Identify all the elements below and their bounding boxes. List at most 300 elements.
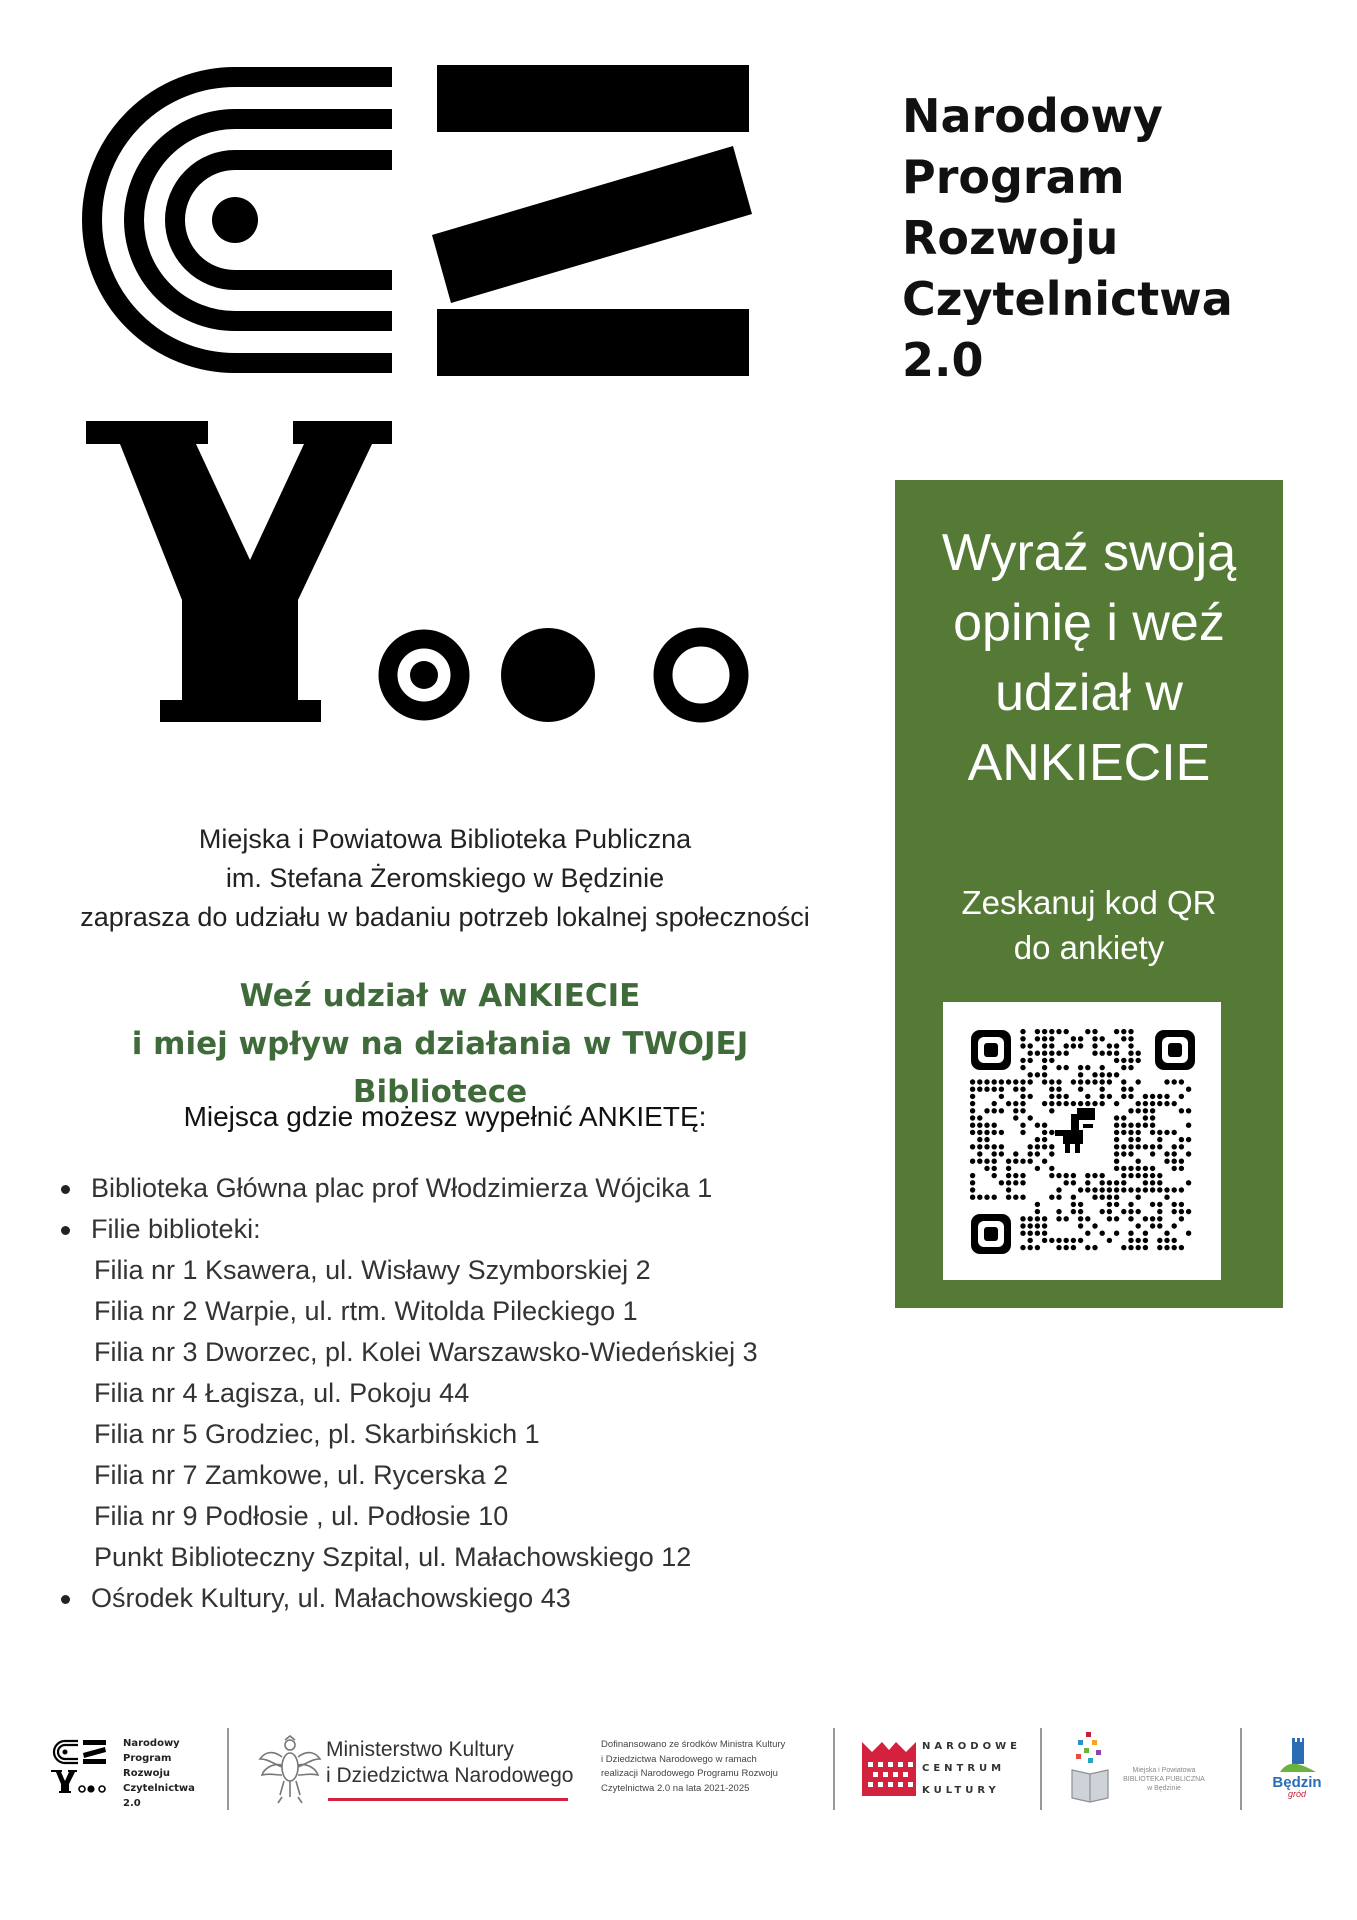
qr-module xyxy=(1071,1101,1076,1106)
qr-finder-top-right xyxy=(1155,1030,1195,1070)
qr-module xyxy=(1006,1159,1011,1164)
qr-module xyxy=(1114,1043,1119,1048)
qr-module xyxy=(1020,1180,1025,1185)
qr-module xyxy=(1157,1245,1162,1250)
qr-module xyxy=(1049,1166,1054,1171)
qr-module xyxy=(1172,1166,1177,1171)
qr-module xyxy=(1114,1231,1119,1236)
qr-module xyxy=(1092,1187,1097,1192)
qr-module xyxy=(1128,1187,1133,1192)
qr-module xyxy=(1150,1180,1155,1185)
qr-module xyxy=(1128,1108,1133,1113)
qr-module xyxy=(1143,1245,1148,1250)
qr-module xyxy=(1164,1195,1169,1200)
qr-module xyxy=(1064,1173,1069,1178)
qr-module xyxy=(970,1187,975,1192)
qr-module xyxy=(1172,1245,1177,1250)
qr-module xyxy=(1042,1051,1047,1056)
qr-module xyxy=(1128,1245,1133,1250)
qr-module xyxy=(1035,1036,1040,1041)
qr-module xyxy=(1150,1094,1155,1099)
qr-module xyxy=(1107,1072,1112,1077)
qr-module xyxy=(1085,1079,1090,1084)
qr-module xyxy=(1121,1065,1126,1070)
qr-module xyxy=(1136,1173,1141,1178)
qr-module xyxy=(1136,1144,1141,1149)
qr-module xyxy=(1121,1123,1126,1128)
qr-module xyxy=(970,1115,975,1120)
qr-module xyxy=(1028,1094,1033,1099)
qr-module xyxy=(1042,1238,1047,1243)
qr-module xyxy=(1085,1065,1090,1070)
cta-line: i miej wpływ na działania w TWOJEJ Bibliotece xyxy=(131,1026,749,1110)
qr-module xyxy=(1143,1166,1148,1171)
qr-module xyxy=(1150,1202,1155,1207)
qr-module xyxy=(1128,1231,1133,1236)
footer-program-name xyxy=(123,1736,223,1811)
qr-module xyxy=(1078,1216,1083,1221)
qr-module xyxy=(1128,1036,1133,1041)
program-title-line: Program xyxy=(902,150,1125,204)
qr-module xyxy=(1028,1238,1033,1243)
qr-module xyxy=(1157,1238,1162,1243)
qr-module xyxy=(1114,1123,1119,1128)
qr-module xyxy=(977,1159,982,1164)
qr-module xyxy=(1064,1043,1069,1048)
qr-code-image xyxy=(943,1002,1221,1280)
qr-module xyxy=(1042,1079,1047,1084)
qr-module xyxy=(1020,1130,1025,1135)
qr-module xyxy=(1150,1123,1155,1128)
qr-module xyxy=(1157,1130,1162,1135)
qr-module xyxy=(1128,1058,1133,1063)
qr-module xyxy=(1100,1195,1105,1200)
qr-module xyxy=(1071,1238,1076,1243)
qr-module xyxy=(1107,1202,1112,1207)
footer-program-line: Czytelnictwa xyxy=(123,1783,195,1794)
qr-module xyxy=(1114,1159,1119,1164)
qr-module xyxy=(1006,1173,1011,1178)
qr-module xyxy=(1114,1115,1119,1120)
qr-module xyxy=(1028,1245,1033,1250)
qr-module xyxy=(1028,1079,1033,1084)
qr-module xyxy=(1064,1180,1069,1185)
qr-module xyxy=(1049,1238,1054,1243)
qr-module xyxy=(984,1137,989,1142)
qr-module xyxy=(1078,1065,1083,1070)
qr-module xyxy=(1020,1043,1025,1048)
qr-module xyxy=(1100,1087,1105,1092)
nck-name-line: CENTRUM xyxy=(922,1763,1006,1774)
qr-module xyxy=(1136,1159,1141,1164)
qr-module xyxy=(992,1159,997,1164)
qr-module xyxy=(1092,1195,1097,1200)
qr-module xyxy=(1172,1223,1177,1228)
qr-module xyxy=(1056,1029,1061,1034)
qr-module xyxy=(1164,1079,1169,1084)
qr-module xyxy=(970,1094,975,1099)
qr-module xyxy=(1121,1151,1126,1156)
qr-module xyxy=(1114,1058,1119,1063)
qr-module xyxy=(1157,1180,1162,1185)
qr-module xyxy=(1085,1029,1090,1034)
scan-instruction-line: do ankiety xyxy=(1013,929,1165,966)
qr-module xyxy=(992,1151,997,1156)
qr-module xyxy=(1049,1079,1054,1084)
qr-finder-top-left xyxy=(971,1030,1011,1070)
qr-module xyxy=(1128,1144,1133,1149)
qr-module xyxy=(1085,1216,1090,1221)
qr-module xyxy=(1035,1166,1040,1171)
qr-module xyxy=(1056,1238,1061,1243)
qr-module xyxy=(1013,1108,1018,1113)
qr-module xyxy=(1136,1123,1141,1128)
qr-module xyxy=(1157,1094,1162,1099)
qr-module xyxy=(1157,1216,1162,1221)
qr-module xyxy=(1071,1195,1076,1200)
qr-module xyxy=(1020,1029,1025,1034)
qr-module xyxy=(1100,1036,1105,1041)
qr-module xyxy=(1035,1029,1040,1034)
list-item-branch: Punkt Biblioteczny Szpital, ul. Małachowskiego 12 xyxy=(94,1542,692,1572)
nck-name-line: NARODOWE xyxy=(922,1741,1021,1752)
qr-module xyxy=(1085,1180,1090,1185)
qr-module xyxy=(977,1137,982,1142)
qr-module xyxy=(1020,1108,1025,1113)
qr-module xyxy=(1028,1223,1033,1228)
qr-module xyxy=(1121,1180,1126,1185)
qr-module xyxy=(1121,1094,1126,1099)
qr-module xyxy=(1078,1072,1083,1077)
qr-module xyxy=(1100,1094,1105,1099)
qr-module xyxy=(1128,1151,1133,1156)
qr-module xyxy=(1121,1036,1126,1041)
qr-module xyxy=(1128,1043,1133,1048)
qr-module xyxy=(1013,1151,1018,1156)
qr-module xyxy=(992,1108,997,1113)
qr-module xyxy=(1028,1216,1033,1221)
qr-module xyxy=(1100,1187,1105,1192)
qr-module xyxy=(1064,1029,1069,1034)
logo-c-dot xyxy=(212,197,258,243)
qr-module xyxy=(1121,1245,1126,1250)
qr-module xyxy=(1035,1231,1040,1236)
list-item-main-library: Biblioteka Główna plac prof Włodzimierza Wójcika 1 xyxy=(56,1168,876,1209)
qr-module xyxy=(1114,1029,1119,1034)
footer-divider xyxy=(227,1728,229,1810)
qr-module xyxy=(1092,1173,1097,1178)
qr-module xyxy=(992,1195,997,1200)
qr-module xyxy=(1114,1166,1119,1171)
qr-module xyxy=(970,1130,975,1135)
qr-module xyxy=(1042,1231,1047,1236)
dino-icon xyxy=(1055,1108,1095,1153)
qr-module xyxy=(1100,1209,1105,1214)
qr-module xyxy=(1078,1202,1083,1207)
library-logo-line: Miejska i Powiatowa xyxy=(1132,1767,1196,1774)
qr-module xyxy=(1085,1231,1090,1236)
qr-module xyxy=(1071,1036,1076,1041)
qr-module xyxy=(1085,1101,1090,1106)
qr-module xyxy=(1136,1051,1141,1056)
qr-module xyxy=(1150,1101,1155,1106)
qr-module xyxy=(1020,1173,1025,1178)
qr-module xyxy=(977,1144,982,1149)
qr-module xyxy=(1114,1151,1119,1156)
qr-module xyxy=(1028,1151,1033,1156)
qr-module xyxy=(977,1195,982,1200)
list-item-branch: Filia nr 3 Dworzec, pl. Kolei Warszawsko-Wiedeńskiej 3 xyxy=(94,1337,758,1367)
qr-module xyxy=(1128,1029,1133,1034)
qr-module xyxy=(1143,1123,1148,1128)
qr-module xyxy=(1172,1130,1177,1135)
qr-module xyxy=(970,1108,975,1113)
qr-module xyxy=(1056,1079,1061,1084)
qr-module xyxy=(999,1087,1004,1092)
qr-module xyxy=(1186,1123,1191,1128)
qr-module xyxy=(1085,1173,1090,1178)
qr-module xyxy=(1020,1079,1025,1084)
qr-module xyxy=(1128,1173,1133,1178)
qr-module xyxy=(1056,1094,1061,1099)
qr-module xyxy=(1128,1130,1133,1135)
qr-module xyxy=(1164,1245,1169,1250)
qr-module xyxy=(1114,1101,1119,1106)
qr-module xyxy=(984,1087,989,1092)
qr-module xyxy=(1056,1245,1061,1250)
qr-module xyxy=(1186,1180,1191,1185)
qr-module xyxy=(1121,1029,1126,1034)
qr-module xyxy=(1136,1187,1141,1192)
qr-module xyxy=(1013,1159,1018,1164)
qr-module xyxy=(1049,1087,1054,1092)
qr-module xyxy=(1042,1043,1047,1048)
qr-module xyxy=(1049,1108,1054,1113)
qr-module xyxy=(992,1087,997,1092)
qr-module xyxy=(1143,1187,1148,1192)
qr-module xyxy=(1092,1079,1097,1084)
list-item-branch: Filia nr 9 Podłosie , ul. Podłosie 10 xyxy=(94,1501,509,1531)
qr-module xyxy=(992,1079,997,1084)
footer-program-line: Narodowy xyxy=(123,1738,180,1749)
funding-line: Czytelnictwa 2.0 na lata 2021-2025 xyxy=(601,1782,750,1794)
qr-module xyxy=(1128,1209,1133,1214)
qr-module xyxy=(1128,1238,1133,1243)
qr-module xyxy=(999,1108,1004,1113)
qr-code[interactable] xyxy=(943,1002,1221,1280)
qr-module xyxy=(1013,1115,1018,1120)
qr-module xyxy=(1056,1187,1061,1192)
qr-module xyxy=(1042,1036,1047,1041)
qr-module xyxy=(1143,1101,1148,1106)
qr-module xyxy=(1006,1079,1011,1084)
survey-heading-line: ANKIECIE xyxy=(967,734,1211,792)
qr-module xyxy=(1172,1209,1177,1214)
qr-module xyxy=(1128,1202,1133,1207)
footer-program-logo xyxy=(48,1738,118,1802)
qr-module xyxy=(1121,1087,1126,1092)
qr-module xyxy=(1136,1195,1141,1200)
qr-module xyxy=(1150,1187,1155,1192)
qr-module xyxy=(1049,1094,1054,1099)
qr-module xyxy=(1064,1094,1069,1099)
qr-module xyxy=(970,1159,975,1164)
list-item-branch: Filia nr 4 Łagisza, ul. Pokoju 44 xyxy=(94,1378,470,1408)
qr-module xyxy=(1035,1209,1040,1214)
ministry-name-line: i Dziedzictwa Narodowego xyxy=(326,1764,574,1787)
qr-module xyxy=(1100,1231,1105,1236)
qr-module xyxy=(1064,1051,1069,1056)
survey-heading xyxy=(895,518,1283,798)
qr-module xyxy=(1157,1223,1162,1228)
qr-module xyxy=(1020,1094,1025,1099)
qr-module xyxy=(1157,1187,1162,1192)
footer-divider xyxy=(1240,1728,1242,1810)
qr-module xyxy=(1042,1072,1047,1077)
qr-module xyxy=(1157,1137,1162,1142)
qr-module xyxy=(1042,1144,1047,1149)
qr-module xyxy=(1071,1180,1076,1185)
qr-module xyxy=(1028,1231,1033,1236)
qr-module xyxy=(1128,1065,1133,1070)
qr-module xyxy=(1157,1173,1162,1178)
bedzin-logo-text xyxy=(1262,1774,1332,1799)
scan-instruction xyxy=(895,880,1283,970)
locations-list xyxy=(56,1168,876,1619)
qr-module xyxy=(984,1123,989,1128)
qr-module xyxy=(1078,1087,1083,1092)
program-title-line: Rozwoju xyxy=(902,211,1119,265)
qr-module xyxy=(1100,1180,1105,1185)
qr-module xyxy=(1020,1123,1025,1128)
qr-module xyxy=(1013,1101,1018,1106)
qr-module xyxy=(1064,1101,1069,1106)
qr-module xyxy=(1164,1130,1169,1135)
qr-module xyxy=(1128,1166,1133,1171)
survey-heading-line: opinię i weź xyxy=(953,594,1225,652)
list-item-branch: Filia nr 1 Ksawera, ul. Wisławy Szymborskiej 2 xyxy=(94,1255,651,1285)
qr-module xyxy=(1164,1238,1169,1243)
qr-module xyxy=(1143,1115,1148,1120)
qr-module xyxy=(970,1180,975,1185)
qr-module xyxy=(1186,1087,1191,1092)
qr-module xyxy=(1128,1137,1133,1142)
qr-module xyxy=(1071,1209,1076,1214)
qr-module xyxy=(1107,1079,1112,1084)
library-logo-text xyxy=(1109,1766,1219,1793)
library-intro xyxy=(40,820,850,937)
qr-module xyxy=(1071,1173,1076,1178)
qr-module xyxy=(1150,1173,1155,1178)
funding-line: realizacji Narodowego Programu Rozwoju xyxy=(601,1768,778,1779)
qr-module xyxy=(999,1130,1004,1135)
ministry-name xyxy=(326,1737,586,1789)
qr-module xyxy=(992,1101,997,1106)
qr-module xyxy=(1092,1245,1097,1250)
program-logo xyxy=(0,0,900,800)
qr-module xyxy=(1143,1173,1148,1178)
qr-module xyxy=(1056,1195,1061,1200)
nck-crown-logo xyxy=(862,1742,916,1796)
qr-module xyxy=(1064,1216,1069,1221)
qr-module xyxy=(984,1130,989,1135)
qr-module xyxy=(977,1151,982,1156)
qr-module xyxy=(1136,1079,1141,1084)
qr-module xyxy=(1179,1216,1184,1221)
qr-module xyxy=(1042,1223,1047,1228)
qr-module xyxy=(1013,1087,1018,1092)
qr-module xyxy=(1136,1166,1141,1171)
qr-module xyxy=(1164,1231,1169,1236)
qr-module xyxy=(992,1130,997,1135)
qr-module xyxy=(992,1166,997,1171)
qr-module xyxy=(1092,1051,1097,1056)
qr-module xyxy=(1056,1065,1061,1070)
logo-y-mark xyxy=(86,421,392,722)
program-title xyxy=(902,86,1302,391)
qr-module xyxy=(970,1144,975,1149)
intro-line: zaprasza do udziału w badaniu potrzeb lokalnej społeczności xyxy=(80,902,810,932)
qr-module xyxy=(1121,1187,1126,1192)
qr-module xyxy=(1186,1137,1191,1142)
qr-module xyxy=(1056,1173,1061,1178)
logo-z-mark xyxy=(432,65,752,376)
qr-module xyxy=(1071,1202,1076,1207)
qr-module xyxy=(1035,1223,1040,1228)
qr-module xyxy=(1092,1072,1097,1077)
qr-module xyxy=(1013,1195,1018,1200)
qr-module xyxy=(1035,1137,1040,1142)
qr-module xyxy=(1114,1216,1119,1221)
qr-module xyxy=(1121,1209,1126,1214)
qr-module xyxy=(1136,1223,1141,1228)
qr-module xyxy=(1114,1144,1119,1149)
qr-module xyxy=(1013,1173,1018,1178)
qr-module xyxy=(1186,1151,1191,1156)
qr-module xyxy=(1179,1144,1184,1149)
qr-module xyxy=(1136,1137,1141,1142)
qr-module xyxy=(977,1130,982,1135)
qr-module xyxy=(1078,1079,1083,1084)
qr-module xyxy=(1085,1094,1090,1099)
qr-module xyxy=(977,1115,982,1120)
qr-module xyxy=(1164,1151,1169,1156)
qr-module xyxy=(1128,1087,1133,1092)
qr-module xyxy=(1042,1065,1047,1070)
qr-module xyxy=(1157,1209,1162,1214)
qr-module xyxy=(1179,1079,1184,1084)
qr-module xyxy=(1078,1101,1083,1106)
qr-module xyxy=(1042,1137,1047,1142)
qr-module xyxy=(1164,1094,1169,1099)
qr-module xyxy=(1186,1231,1191,1236)
qr-module xyxy=(1114,1202,1119,1207)
qr-module xyxy=(1006,1187,1011,1192)
qr-module xyxy=(1020,1216,1025,1221)
qr-module xyxy=(1092,1101,1097,1106)
qr-module xyxy=(1136,1108,1141,1113)
qr-module xyxy=(1013,1180,1018,1185)
qr-module xyxy=(1071,1043,1076,1048)
qr-module xyxy=(977,1087,982,1092)
qr-module xyxy=(1164,1187,1169,1192)
qr-module xyxy=(1078,1209,1083,1214)
qr-module xyxy=(1143,1094,1148,1099)
qr-module xyxy=(1049,1036,1054,1041)
qr-module xyxy=(1186,1108,1191,1113)
qr-module xyxy=(1035,1151,1040,1156)
qr-module xyxy=(1042,1123,1047,1128)
